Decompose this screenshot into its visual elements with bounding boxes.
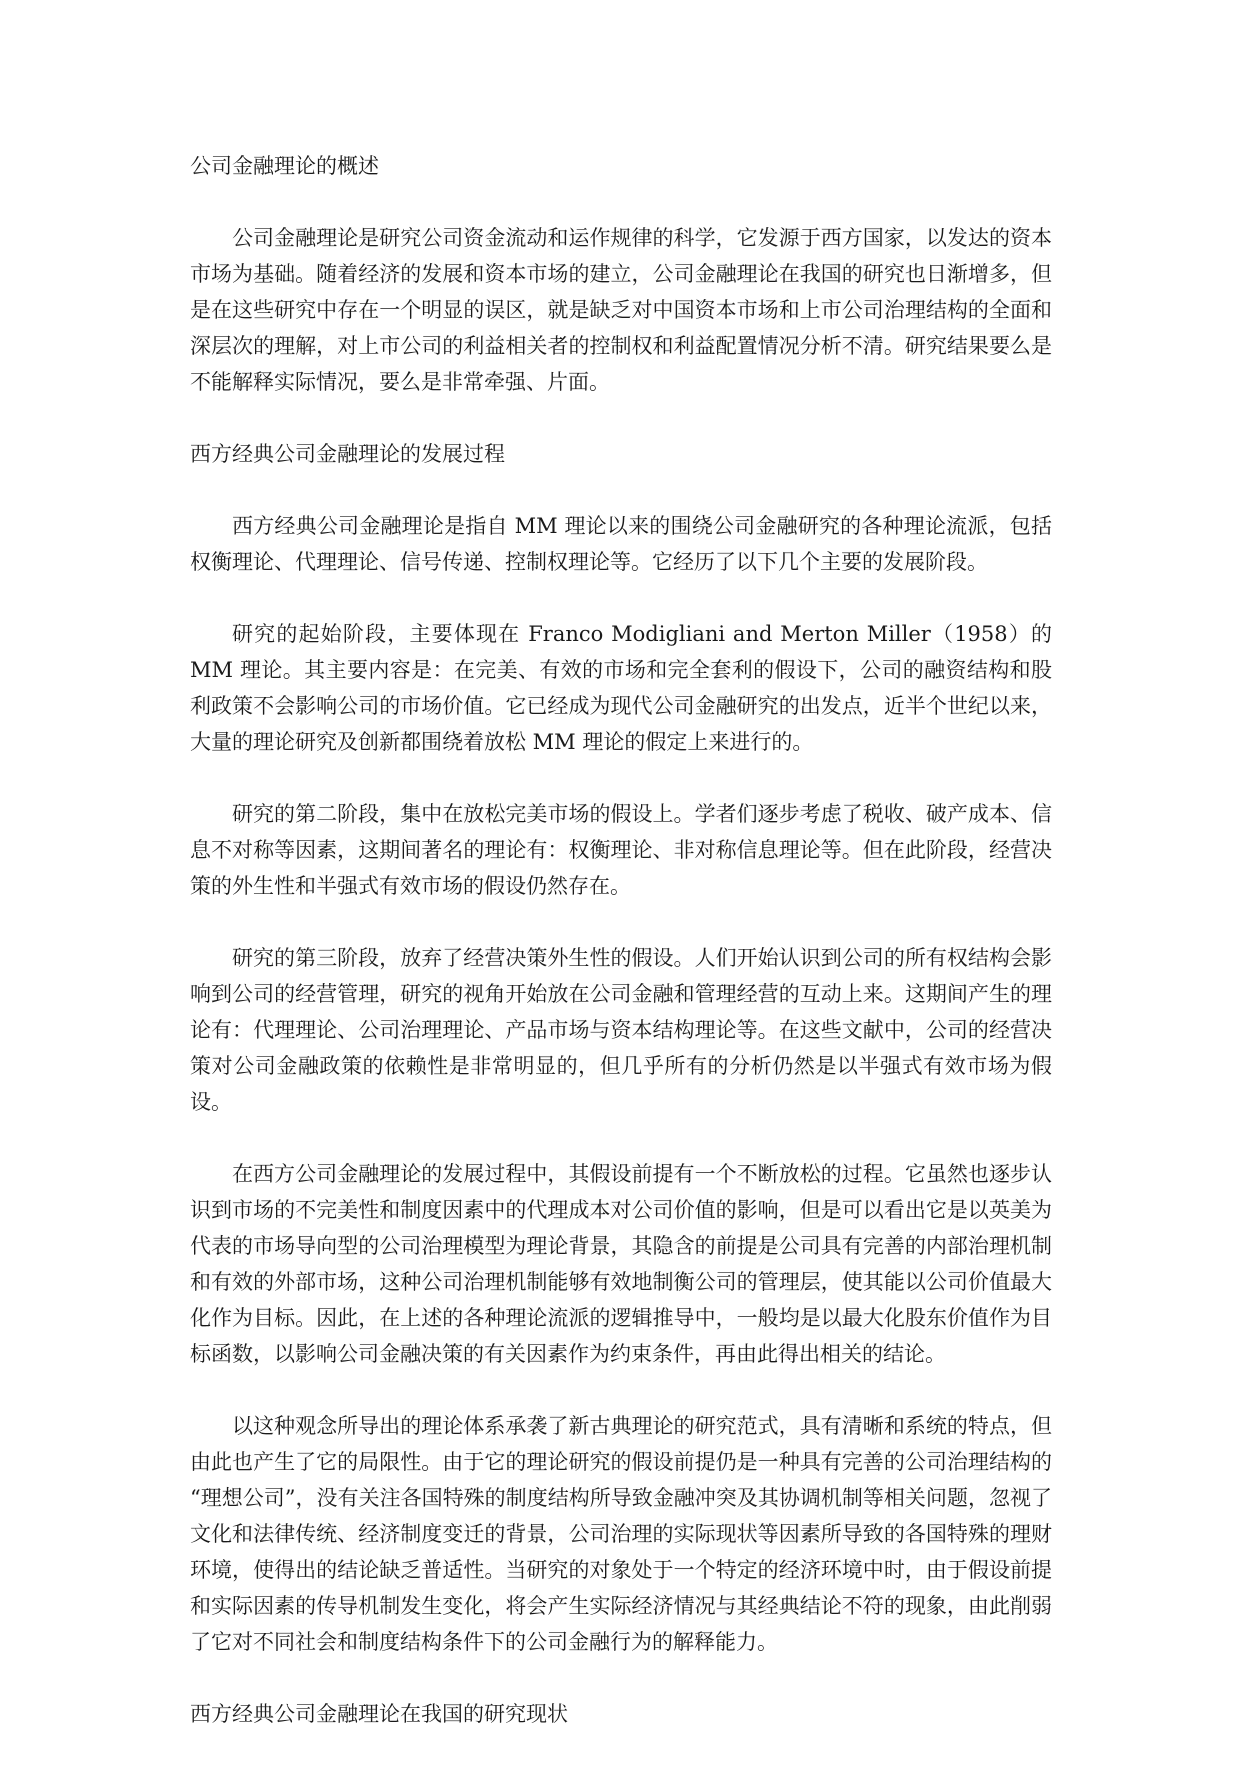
paragraph-stage-two: 研究的第二阶段，集中在放松完美市场的假设上。学者们逐步考虑了税收、破产成本、信息不对称等因素，这期间著名的理论有：权衡理论、非对称信息理论等。但在此阶段，经营决策的外生性和半强式有效市场的假设仍然存在。 (190, 802, 1052, 898)
paragraph-stage-one: 研究的起始阶段，主要体现在 Franco Modigliani and Merton Miller（1958）的 MM 理论。其主要内容是：在完美、有效的市场和完全套利的假设下，公司的融资结构和股利政策不会影响公司的市场价值。它已经成为现代公司金融研究的出发点，近半个世纪以来，大量的理论研究及创新都围绕着放松 MM 理论的假定上来进行的。 (190, 622, 1052, 754)
paragraph-assumptions: 在西方公司金融理论的发展过程中，其假设前提有一个不断放松的过程。它虽然也逐步认识到市场的不完美性和制度因素中的代理成本对公司价值的影响，但是可以看出它是以英美为代表的市场导向型的公司治理模型为理论背景，其隐含的前提是公司具有完善的内部治理机制和有效的外部市场，这种公司治理机制能够有效地制衡公司的管理层，使其能以公司价值最大化作为目标。因此，在上述的各种理论流派的逻辑推导中，一般均是以最大化股东价值作为目标函数，以影响公司金融决策的有关因素作为约束条件，再由此得出相关的结论。 (190, 1162, 1052, 1366)
paragraph-development-intro: 西方经典公司金融理论是指自 MM 理论以来的围绕公司金融研究的各种理论流派，包括权衡理论、代理理论、信号传递、控制权理论等。它经历了以下几个主要的发展阶段。 (190, 514, 1052, 574)
paragraph-stage-three: 研究的第三阶段，放弃了经营决策外生性的假设。人们开始认识到公司的所有权结构会影响到公司的经营管理，研究的视角开始放在公司金融和管理经营的互动上来。这期间产生的理论有：代理理论、公司治理理论、产品市场与资本结构理论等。在这些文献中，公司的经营决策对公司金融政策的依赖性是非常明显的，但几乎所有的分析仍然是以半强式有效市场为假设。 (190, 946, 1052, 1114)
section-heading-china-status: 西方经典公司金融理论在我国的研究现状 (190, 1702, 568, 1726)
section-heading-development: 西方经典公司金融理论的发展过程 (190, 442, 505, 466)
section-heading-overview: 公司金融理论的概述 (190, 154, 379, 178)
document-page (190, 148, 1052, 1768)
paragraph-overview: 公司金融理论是研究公司资金流动和运作规律的科学，它发源于西方国家，以发达的资本市场为基础。随着经济的发展和资本市场的建立，公司金融理论在我国的研究也日渐增多，但是在这些研究中存在一个明显的误区，就是缺乏对中国资本市场和上市公司治理结构的全面和深层次的理解，对上市公司的利益相关者的控制权和利益配置情况分析不清。研究结果要么是不能解释实际情况，要么是非常牵强、片面。 (190, 226, 1052, 394)
paragraph-limitations: 以这种观念所导出的理论体系承袭了新古典理论的研究范式，具有清晰和系统的特点，但由此也产生了它的局限性。由于它的理论研究的假设前提仍是一种具有完善的公司治理结构的 “理想公司”，没有关注各国特殊的制度结构所导致金融冲突及其协调机制等相关问题，忽视了文化和法律传统、经济制度变迁的背景，公司治理的实际现状等因素所导致的各国特殊的理财环境，使得出的结论缺乏普适性。当研究的对象处于一个特定的经济环境中时，由于假设前提和实际因素的传导机制发生变化，将会产生实际经济情况与其经典结论不符的现象，由此削弱了它对不同社会和制度结构条件下的公司金融行为的解释能力。 (190, 1414, 1052, 1654)
